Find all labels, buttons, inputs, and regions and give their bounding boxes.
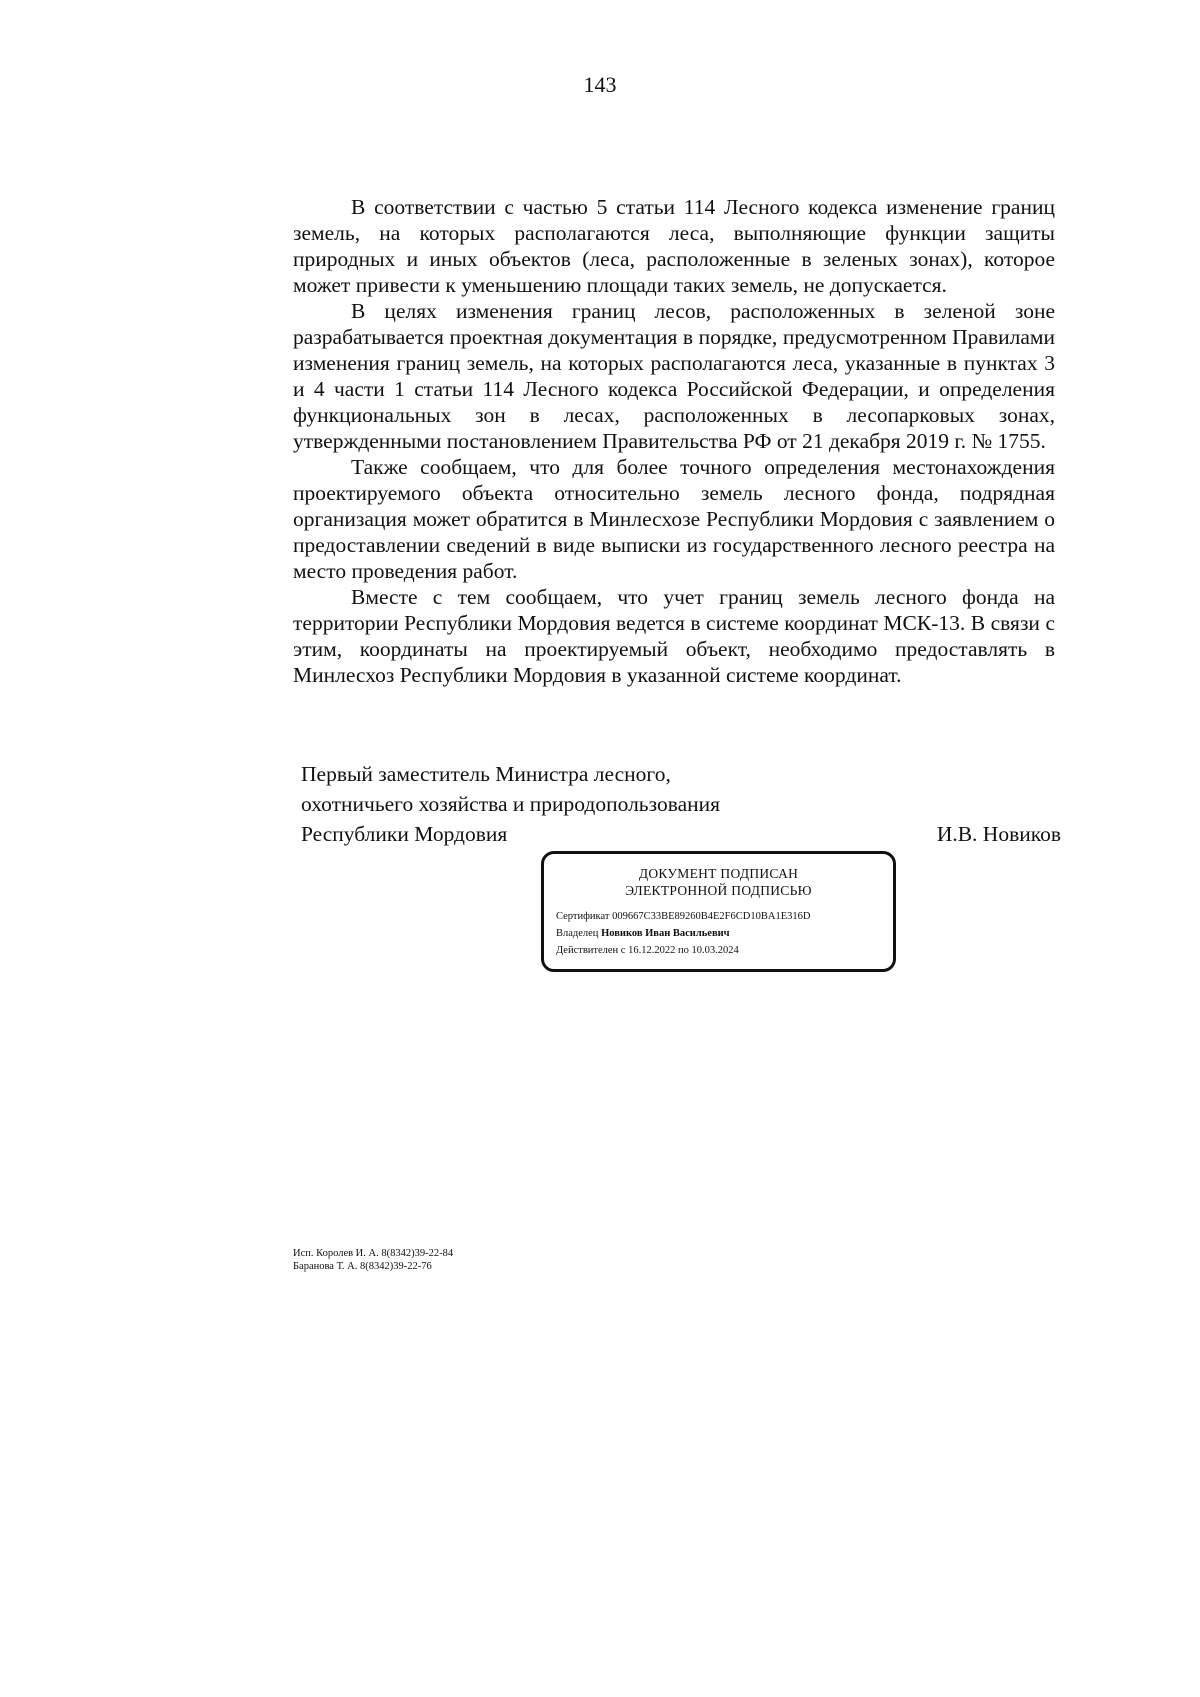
paragraph-registry-extract: Также сообщаем, что для более точного определения местонахождения проектируемого объекта относительно земель лесного фонда, подрядная организация может обратится в Минлесхозе Республики Мордовия с заявлением о предоставлении сведений в виде выписки из государственного лесного реестра на место проведения работ. <box>293 455 1055 583</box>
stamp-title-line-1: ДОКУМЕНТ ПОДПИСАН <box>638 866 799 881</box>
stamp-title-line-2: ЭЛЕКТРОННОЙ ПОДПИСЬЮ <box>625 883 812 898</box>
letter-body <box>293 194 1055 688</box>
signer-position-line-3: Республики Мордовия <box>301 822 508 846</box>
paragraph-coordinate-system: Вместе с тем сообщаем, что учет границ земель лесного фонда на территории Республики Мордовия ведется в системе координат МСК-13. В связи с этим, координаты на проектируемый объект, необходимо предоставлять в Минлесхоз Республики Мордовия в указанной системе координат. <box>293 585 1055 687</box>
page-number: 143 <box>583 72 617 97</box>
stamp-valid-to-label: по <box>677 945 689 956</box>
electronic-signature-stamp <box>541 851 896 972</box>
stamp-valid-label: Действителен с <box>556 945 626 956</box>
stamp-owner-value: Новиков Иван Васильевич <box>601 928 730 939</box>
signer-name: И.В. Новиков <box>936 822 1061 846</box>
signature-block <box>301 759 1061 849</box>
signer-position-line-2: охотничьего хозяйства и природопользования <box>301 792 721 816</box>
stamp-certificate-value: 009667C33BE89260B4E2F6CD10BA1E316D <box>612 911 811 922</box>
executor-line-1: Исп. Королев И. А. 8(8342)39-22-84 <box>293 1248 454 1259</box>
stamp-valid-to: 10.03.2024 <box>691 945 739 956</box>
executor-line-2: Баранова Т. А. 8(8342)39-22-76 <box>293 1261 432 1272</box>
stamp-certificate-row <box>556 908 893 925</box>
executors-block <box>293 1247 453 1273</box>
stamp-details <box>544 908 893 959</box>
stamp-valid-from: 16.12.2022 <box>628 945 676 956</box>
stamp-validity-row <box>556 942 893 959</box>
stamp-certificate-label: Сертификат <box>556 911 610 922</box>
stamp-owner-row <box>556 925 893 942</box>
stamp-title <box>544 865 893 899</box>
paragraph-project-documentation: В целях изменения границ лесов, расположенных в зеленой зоне разрабатывается проектная документация в порядке, предусмотренном Правилами изменения границ земель, на которых располагаются леса, указанные в пунктах 3 и 4 части 1 статьи 114 Лесного кодекса Российской Федерации, и определения функциональных зон в лесах, расположенных в лесопарковых зонах, утвержденными постановлением Правительства РФ от 21 декабря 2019 г. № 1755. <box>293 299 1055 453</box>
paragraph-green-zone-restriction: В соответствии с частью 5 статьи 114 Лесного кодекса изменение границ земель, на которых располагаются леса, выполняющие функции защиты природных и иных объектов (леса, расположенные в зеленых зонах), которое может привести к уменьшению площади таких земель, не допускается. <box>293 195 1055 297</box>
stamp-owner-label: Владелец <box>556 928 599 939</box>
signer-position-line-1: Первый заместитель Министра лесного, <box>301 762 671 786</box>
